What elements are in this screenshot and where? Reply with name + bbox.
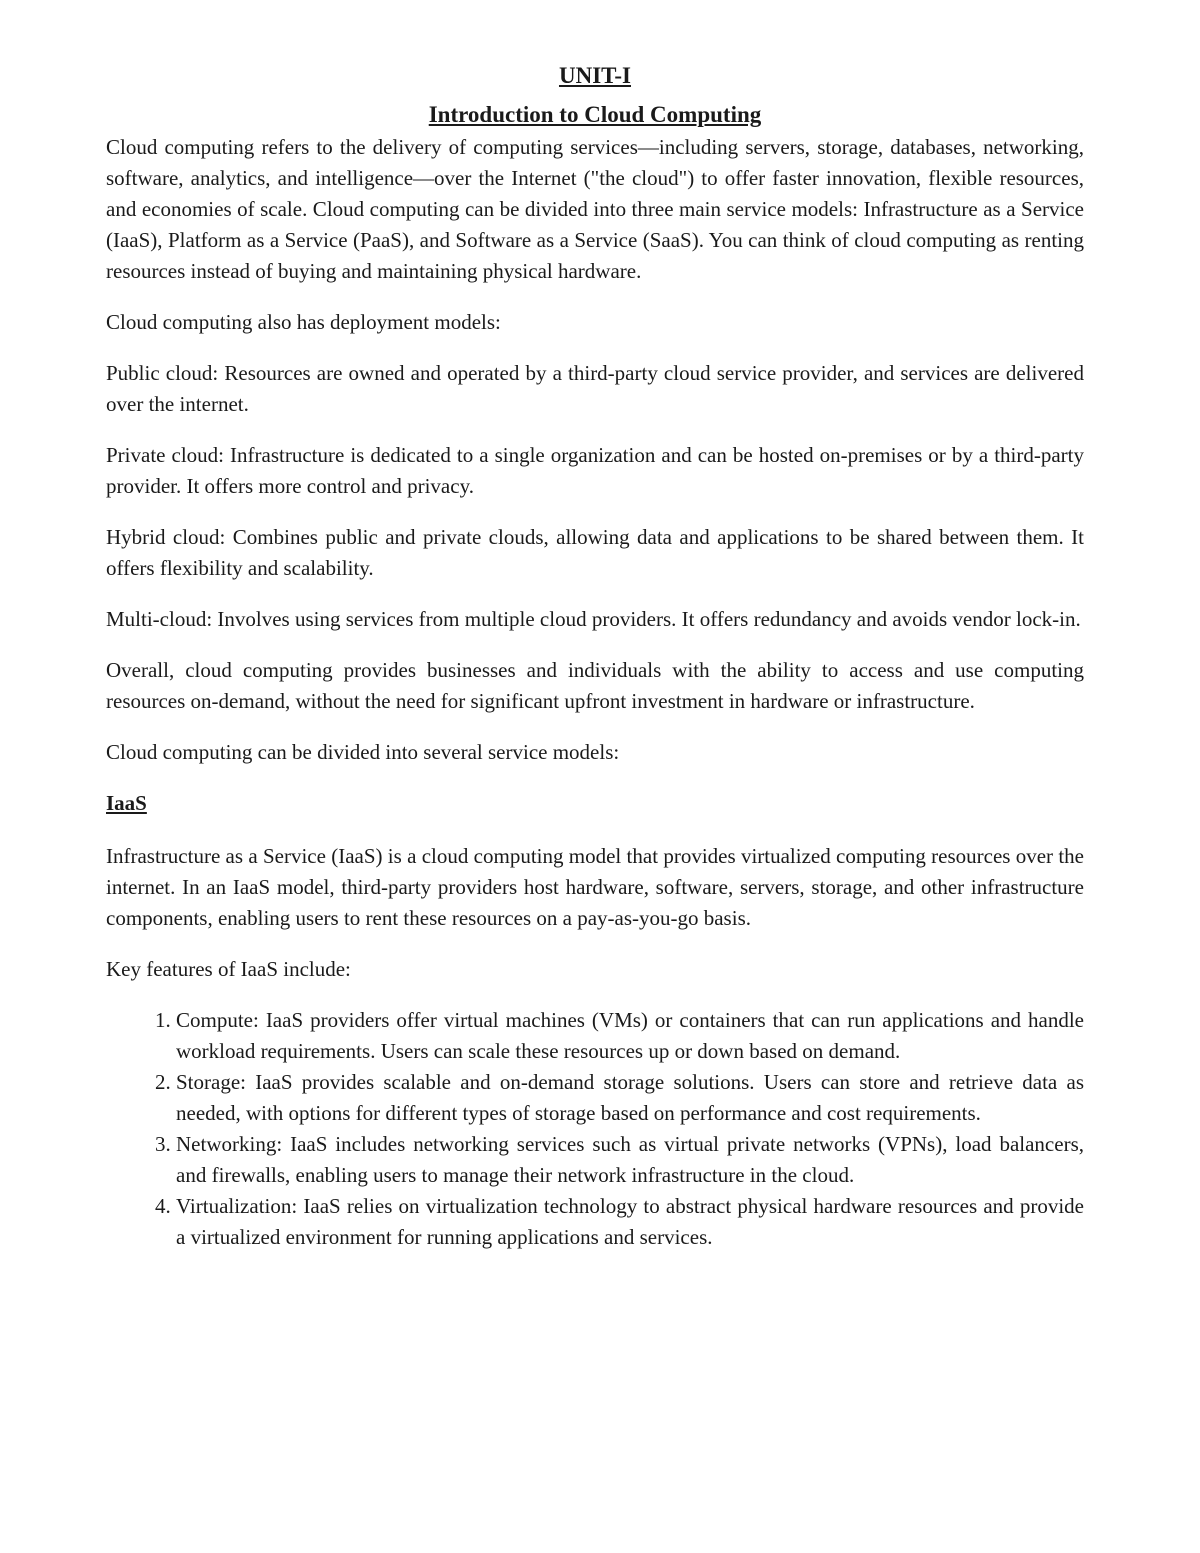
- list-item: 4. Virtualization: IaaS relies on virtualization technology to abstract physical hardware resources and provide a virtualized environment for running applications and services.: [176, 1191, 1084, 1253]
- overall-paragraph: Overall, cloud computing provides businesses and individuals with the ability to access and use computing resources on-demand, without the need for significant upfront investment in hardware or infrastructure.: [106, 658, 1084, 713]
- public-cloud-paragraph: Public cloud: Resources are owned and operated by a third-party cloud service provider, and services are delivered over the internet.: [106, 361, 1084, 416]
- unit-title: UNIT-I: [558, 63, 631, 88]
- document-page: [106, 60, 1084, 1253]
- intro-paragraph: Cloud computing refers to the delivery of computing services—including servers, storage, databases, networking, software, analytics, and intelligence—over the Internet ("the cloud") to offer faster innovation, flexible resources, and economies of scale. Cloud computing can be divided into three main service models: Infrastructure as a Service (IaaS), Platform as a Service (PaaS), and Software as a Service (SaaS). You can think of cloud computing as renting resources instead of buying and maintaining physical hardware.: [106, 135, 1084, 283]
- hybrid-cloud-paragraph: Hybrid cloud: Combines public and private clouds, allowing data and applications to be shared between them. It offers flexibility and scalability.: [106, 525, 1084, 580]
- iaas-features-intro: Key features of IaaS include:: [106, 957, 351, 981]
- iaas-description: Infrastructure as a Service (IaaS) is a cloud computing model that provides virtualized computing resources over the internet. In an IaaS model, third-party providers host hardware, software, servers, storage, and other infrastructure components, enabling users to rent these resources on a pay-as-you-go basis.: [106, 844, 1084, 930]
- list-item: 1. Compute: IaaS providers offer virtual machines (VMs) or containers that can run applications and handle workload requirements. Users can scale these resources up or down based on demand.: [176, 1005, 1084, 1067]
- iaas-features-list: [106, 1005, 1084, 1253]
- list-item: 2. Storage: IaaS provides scalable and on-demand storage solutions. Users can store and retrieve data as needed, with options for different types of storage based on performance and cost requirements.: [176, 1067, 1084, 1129]
- private-cloud-paragraph: Private cloud: Infrastructure is dedicated to a single organization and can be hosted on-premises or by a third-party provider. It offers more control and privacy.: [106, 443, 1084, 498]
- service-models-intro: Cloud computing can be divided into several service models:: [106, 740, 620, 764]
- deployment-models-intro: Cloud computing also has deployment models:: [106, 310, 501, 334]
- document-title: Introduction to Cloud Computing: [428, 102, 762, 127]
- iaas-heading: IaaS: [106, 791, 147, 815]
- list-item: 3. Networking: IaaS includes networking services such as virtual private networks (VPNs), load balancers, and firewalls, enabling users to manage their network infrastructure in the cloud.: [176, 1129, 1084, 1191]
- multi-cloud-paragraph: Multi-cloud: Involves using services from multiple cloud providers. It offers redundancy and avoids vendor lock-in.: [106, 607, 1081, 631]
